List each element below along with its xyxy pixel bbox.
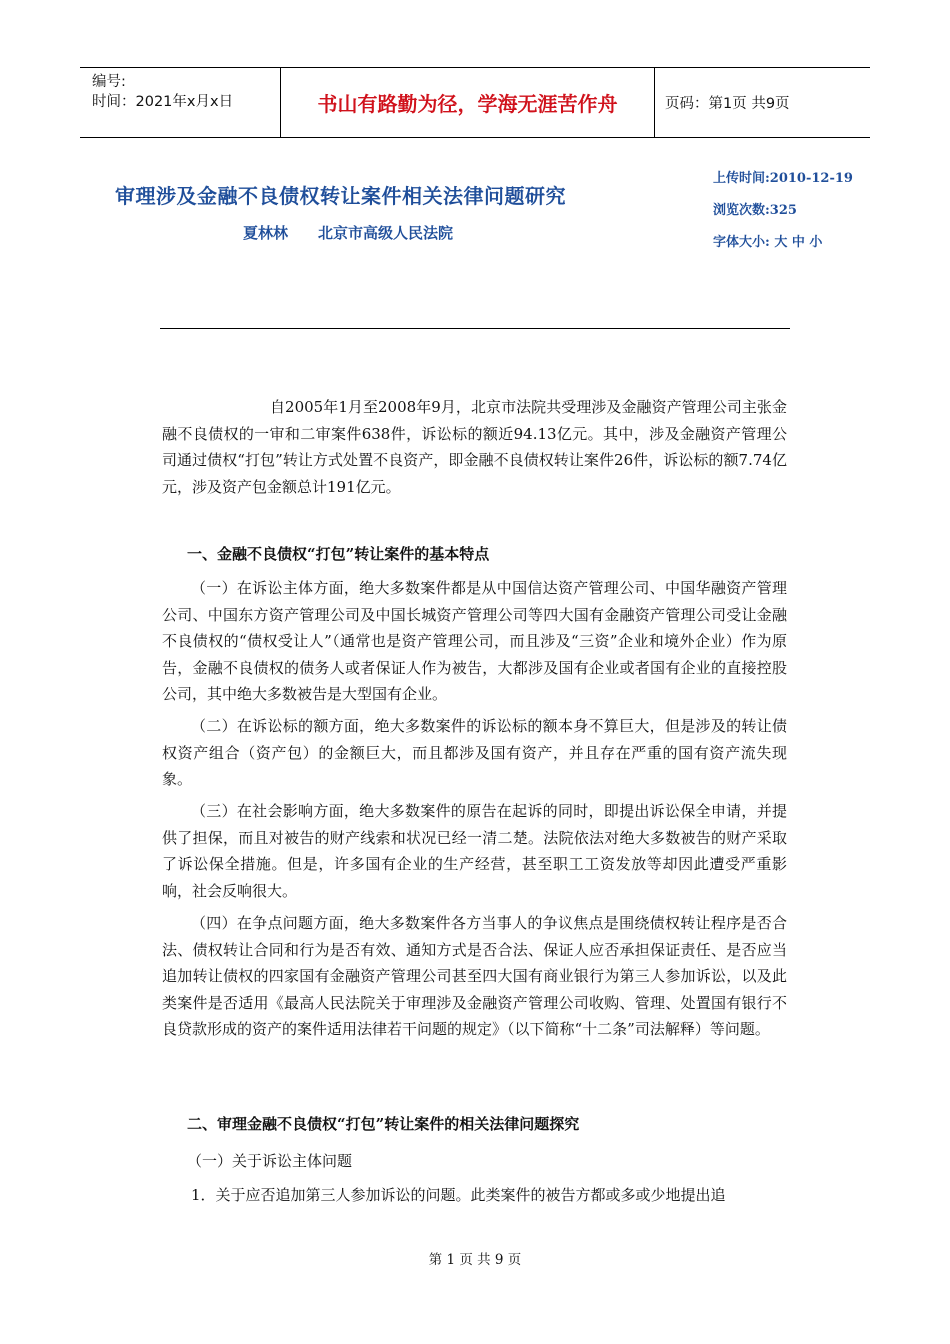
number-label: 编号: xyxy=(92,74,126,90)
view-count: 浏览次数:325 xyxy=(713,203,797,218)
header-motto: 书山有路勤为径，学海无涯苦作舟 xyxy=(280,68,655,137)
time-label: 时间：2021年x月x日 xyxy=(92,94,234,110)
upload-time: 上传时间:2010-12-19 xyxy=(713,171,853,186)
section1-paragraph-3: （三）在社会影响方面，绝大多数案件的原告在起诉的同时，即提出诉讼保全申请，并提供了担保，而且对被告的财产线索和状况已经一清二楚。法院依法对绝大多数被告的财产采取了诉讼保全措施。但是，许多国有企业的生产经营，甚至职工工资发放等却因此遭受严重影响，社会反响很大。 xyxy=(162,802,787,900)
section-heading-1: 一、金融不良债权“打包”转让案件的基本特点 xyxy=(187,545,490,563)
document-header xyxy=(80,67,870,138)
author-institution: 北京市高级人民法院 xyxy=(318,224,454,242)
page-footer: 第 1 页 共 9 页 xyxy=(428,1252,522,1268)
section-heading-2: 二、审理金融不良债权“打包”转让案件的相关法律问题探究 xyxy=(187,1115,580,1133)
section1-paragraph-1: （一）在诉讼主体方面，绝大多数案件都是从中国信达资产管理公司、中国华融资产管理公司、中国东方资产管理公司及中国长城资产管理公司等四大国有金融资产管理公司受让金融不良债权的“债权受让人”（通常也是资产管理公司，而且涉及“三资”企业和境外企业）作为原告，金融不良债权的债务人或者保证人作为被告，大都涉及国有企业或者国有企业的直接控股公司，其中绝大多数被告是大型国有企业。 xyxy=(162,579,787,703)
font-size-switch[interactable]: 字体大小: 大 中 小 xyxy=(713,235,823,250)
section1-paragraph-2: （二）在诉讼标的额方面，绝大多数案件的诉讼标的额本身不算巨大，但是涉及的转让债权资产组合（资产包）的金额巨大，而且都涉及国有资产，并且存在严重的国有资产流失现象。 xyxy=(162,717,787,788)
article-byline xyxy=(243,222,453,243)
author-name: 夏林林 xyxy=(243,224,289,242)
header-page-label: 页码：第1页 共9页 xyxy=(665,96,790,112)
header-info xyxy=(80,68,280,137)
article-title: 审理涉及金融不良债权转让案件相关法律问题研究 xyxy=(115,184,566,208)
section1-paragraph-4: （四）在争点问题方面，绝大多数案件各方当事人的争议焦点是围绕债权转让程序是否合法、债权转让合同和行为是否有效、通知方式是否合法、保证人应否承担保证责任、是否应当追加转让债权的四家国有金融资产管理公司甚至四大国有商业银行为第三人参加诉讼，以及此类案件是否适用《最高人民法院关于审理涉及金融资产管理公司收购、管理、处置国有银行不良贷款形成的资产的案件适用法律若干问题的规定》（以下简称“十二条”司法解释）等问题。 xyxy=(162,914,787,1038)
title-divider xyxy=(160,328,790,329)
section2-subheading-1: （一）关于诉讼主体问题 xyxy=(187,1152,353,1170)
intro-paragraph: 自2005年1月至2008年9月，北京市法院共受理涉及金融资产管理公司主张金融不良债权的一审和二审案件638件，诉讼标的额近94.13亿元。其中，涉及金融资产管理公司通过债权“打包”转让方式处置不良资产，即金融不良债权转让案件26件，诉讼标的额7.74亿元，涉及资产包金额总计191亿元。 xyxy=(162,398,787,496)
section2-paragraph-1: 1．关于应否追加第三人参加诉讼的问题。此类案件的被告方都或多或少地提出追 xyxy=(191,1186,726,1204)
